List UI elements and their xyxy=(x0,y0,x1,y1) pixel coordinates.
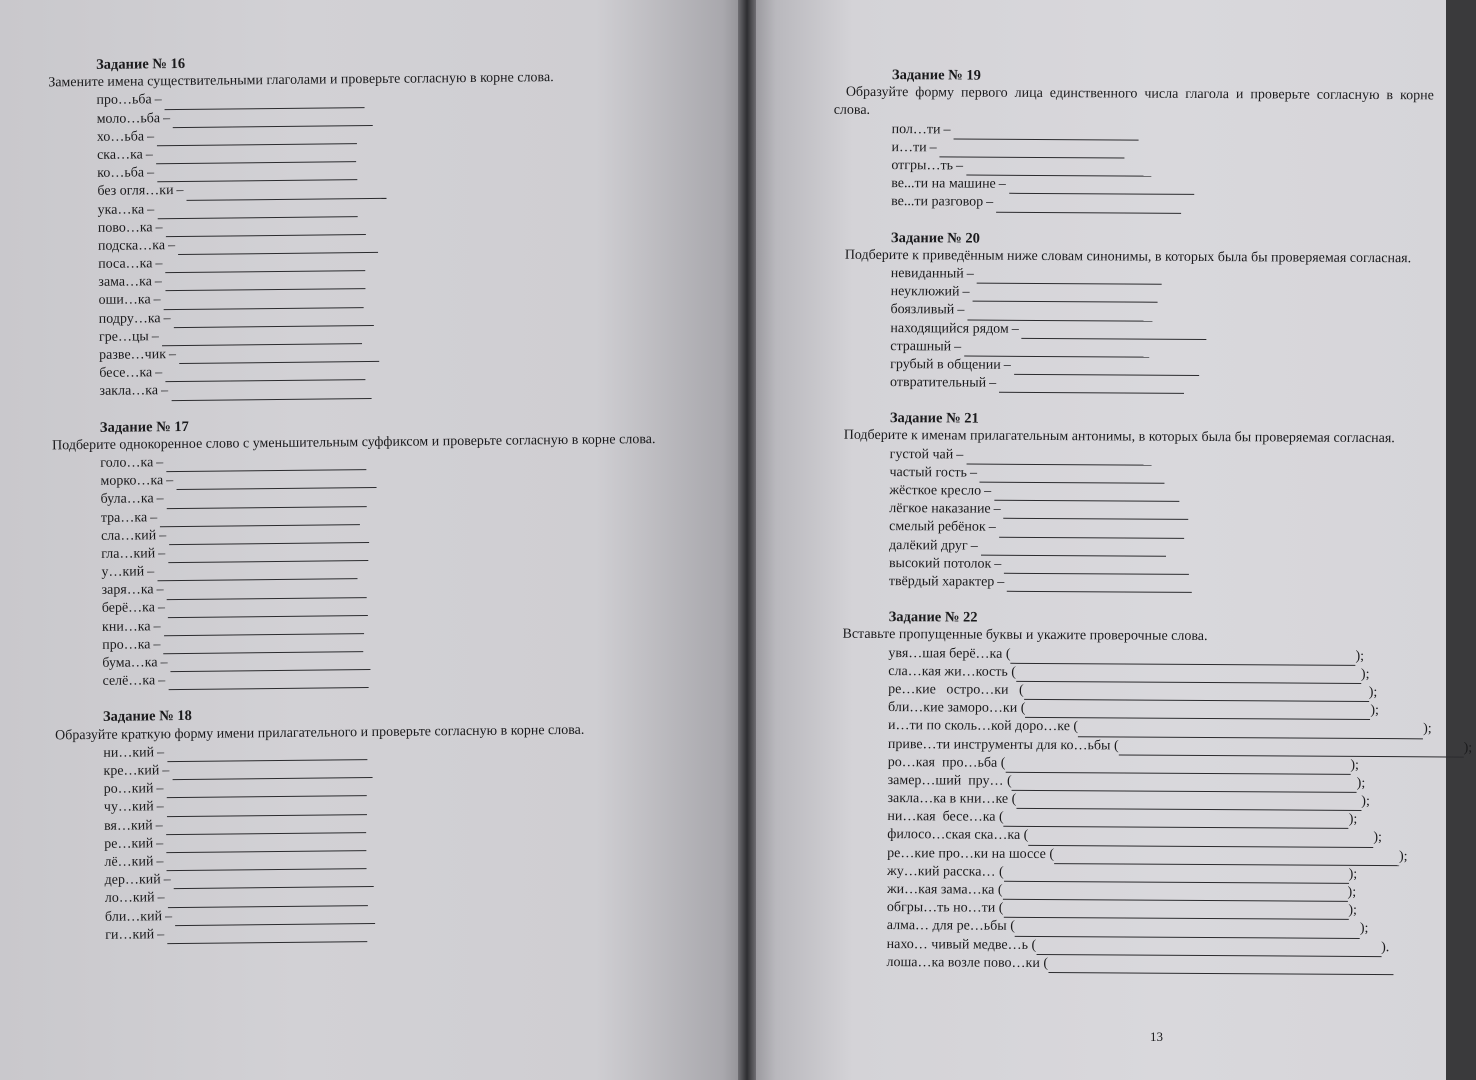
open-paren: ( xyxy=(1110,737,1119,753)
exercise-word: густой чай xyxy=(889,446,954,463)
exercise-item xyxy=(889,573,1397,594)
answer-line[interactable] xyxy=(164,294,364,310)
answer-line[interactable] xyxy=(165,366,365,382)
dash: – xyxy=(929,140,937,156)
exercise-item xyxy=(891,283,1399,304)
answer-line[interactable] xyxy=(165,257,365,273)
exercise-word: пово…ка xyxy=(97,219,153,236)
dash: – xyxy=(986,194,994,211)
answer-line[interactable] xyxy=(167,928,367,944)
task-instruction: Подберите однокоренное слово с уменьшительным суффиксом и проверьте согласную в корне слова. xyxy=(52,431,656,454)
exercise-word: бума…ка xyxy=(102,655,158,671)
exercise-word: смелый ребёнок xyxy=(889,519,986,536)
exercise-word: моло…ьба xyxy=(96,110,161,127)
exercise-word: чу…кий xyxy=(103,799,154,816)
answer-line[interactable] xyxy=(1004,560,1189,575)
exercise-word: вя…кий xyxy=(103,817,153,834)
dash: – xyxy=(151,329,159,345)
exercise-word: филосо…ская ска…ка xyxy=(887,827,1021,844)
exercise-word: твёрдый характер xyxy=(888,574,995,590)
dash: – xyxy=(162,763,170,779)
dash: – xyxy=(966,266,974,282)
task-title: Задание № 21 xyxy=(889,410,979,427)
dash: – xyxy=(1003,357,1011,373)
item-ending: ); xyxy=(1348,812,1358,828)
item-ending: ); xyxy=(1350,757,1359,773)
task-title: Задание № 18 xyxy=(102,708,192,726)
answer-line[interactable] xyxy=(166,837,366,853)
dash: – xyxy=(993,501,1001,517)
exercise-word: подска…ка xyxy=(97,238,166,254)
dash: – xyxy=(159,527,167,543)
item-ending: ); xyxy=(1360,666,1370,682)
exercise-word: увя…шая берё…ка xyxy=(888,645,1003,662)
answer-line[interactable] xyxy=(169,529,369,545)
exercise-word: и…ти xyxy=(891,139,927,156)
answer-line[interactable] xyxy=(1078,723,1423,739)
dash: – xyxy=(988,520,996,536)
dash: – xyxy=(147,564,155,580)
answer-line[interactable] xyxy=(157,130,357,146)
dash: – xyxy=(164,908,173,924)
exercise-word: бли…кий xyxy=(104,908,163,925)
exercise-item xyxy=(891,139,1399,160)
exercise-word: отвратительный xyxy=(890,375,987,391)
dash: – xyxy=(1011,321,1019,337)
answer-line[interactable] xyxy=(999,523,1184,538)
answer-line[interactable] xyxy=(171,385,371,401)
right-page-content xyxy=(833,66,1473,992)
exercise-word: селё…ка xyxy=(102,673,156,690)
task-title: Задание № 20 xyxy=(890,229,980,247)
exercise-item xyxy=(890,374,1398,395)
answer-line[interactable] xyxy=(966,450,1151,465)
open-paren: ( xyxy=(997,755,1006,771)
open-paren: ( xyxy=(1039,955,1049,971)
item-ending: ); xyxy=(1359,921,1369,937)
exercise-word: далёкий друг xyxy=(889,537,968,554)
item-ending: ). xyxy=(1381,939,1390,955)
dash: – xyxy=(153,292,161,308)
exercise-word: лё…кий xyxy=(104,854,154,870)
dash: – xyxy=(954,339,962,355)
exercise-word: отгры…ть xyxy=(891,158,954,174)
open-paren: ( xyxy=(1020,828,1029,844)
dash: – xyxy=(997,574,1005,590)
exercise-word: ука…ка xyxy=(97,201,145,218)
task-block xyxy=(843,409,1398,594)
answer-line[interactable] xyxy=(167,493,367,509)
answer-line[interactable] xyxy=(981,541,1166,556)
exercise-word: пол…ти xyxy=(891,121,941,137)
answer-line[interactable] xyxy=(1003,886,1348,902)
answer-line[interactable] xyxy=(1024,686,1369,702)
dash: – xyxy=(984,483,992,499)
dash: – xyxy=(166,473,174,489)
answer-line[interactable] xyxy=(1016,795,1361,811)
exercise-word: дер…кий xyxy=(104,872,161,888)
item-ending: ); xyxy=(1368,684,1378,700)
task-title: Задание № 19 xyxy=(891,67,981,84)
exercise-word: поса…ка xyxy=(98,256,153,272)
task-instruction: Образуйте форму первого лица единственного числа глагола и проверьте согласную в корне слова. xyxy=(833,84,1434,119)
answer-line[interactable] xyxy=(157,565,357,581)
answer-line[interactable] xyxy=(174,873,374,889)
dash: – xyxy=(157,745,165,761)
exercise-word: ги…кий xyxy=(105,927,155,943)
answer-line[interactable] xyxy=(977,270,1162,285)
book-gutter xyxy=(738,0,756,1080)
answer-line[interactable] xyxy=(940,143,1125,158)
item-ending: ); xyxy=(1423,721,1432,737)
page-number: 13 xyxy=(1150,1029,1163,1044)
dash: – xyxy=(163,310,171,326)
open-paren: ( xyxy=(1045,846,1055,862)
open-paren: ( xyxy=(1069,719,1079,735)
exercise-word: лоша…ка возле пово…ки xyxy=(886,954,1040,971)
exercise-word: заря…ка xyxy=(101,582,154,599)
exercise-word: без огля…ки xyxy=(97,183,174,200)
answer-line[interactable] xyxy=(156,148,356,164)
item-ending: ); xyxy=(1347,884,1357,900)
task-instruction: Образуйте краткую форму имени прилагательного и проверьте согласную в корне слова. xyxy=(55,722,585,743)
exercise-word: була…ка xyxy=(100,491,154,508)
exercise-word: подру…ка xyxy=(98,310,161,327)
exercise-word: голо…ка xyxy=(100,455,154,471)
open-paren: ( xyxy=(995,900,1004,916)
answer-line[interactable] xyxy=(966,162,1151,177)
answer-line[interactable] xyxy=(1007,578,1192,593)
dash: – xyxy=(955,158,964,174)
dash: – xyxy=(163,872,171,888)
exercise-word: кни…ка xyxy=(101,619,151,635)
task-instruction: Замените имена существительными глаголами и проверьте согласную в корне слова. xyxy=(48,70,554,91)
exercise-word: ни…кая бесе…ка xyxy=(887,809,996,825)
answer-line[interactable] xyxy=(166,456,366,472)
exercise-word: ко…ьба xyxy=(97,165,145,182)
dash: – xyxy=(969,465,978,481)
answer-line[interactable] xyxy=(171,656,371,672)
dash: – xyxy=(155,219,163,235)
dash: – xyxy=(155,365,163,381)
answer-line[interactable] xyxy=(173,112,373,128)
item-ending: ); xyxy=(1463,740,1473,756)
exercise-item xyxy=(886,954,1394,975)
answer-line[interactable] xyxy=(186,184,386,200)
answer-line[interactable] xyxy=(1012,777,1357,793)
dash: – xyxy=(989,375,997,391)
answer-line[interactable] xyxy=(168,674,368,690)
exercise-word: высокий потолок xyxy=(888,555,992,572)
exercise-word: кре…кий xyxy=(103,763,160,779)
open-paren: ( xyxy=(1007,664,1017,680)
dash: – xyxy=(150,509,158,525)
dash: – xyxy=(156,582,164,598)
dash: – xyxy=(167,237,176,254)
open-paren: ( xyxy=(1015,682,1024,698)
exercise-word: бесе…ка xyxy=(99,365,153,382)
exercise-word: жи…кая зама…ка xyxy=(886,882,995,898)
exercise-word: ро…кий xyxy=(103,781,154,798)
exercise-word: хо…ьба xyxy=(96,129,145,145)
dash: – xyxy=(158,673,166,689)
exercise-word: ло…кий xyxy=(104,890,155,907)
answer-line[interactable] xyxy=(162,330,362,346)
dash: – xyxy=(160,655,168,671)
item-ending: ); xyxy=(1398,848,1408,864)
dash: – xyxy=(962,284,970,300)
exercise-word: лёгкое наказание xyxy=(889,501,991,517)
dash: – xyxy=(956,447,964,463)
task-title: Задание № 22 xyxy=(888,609,978,626)
open-paren: ( xyxy=(995,809,1004,826)
answer-line[interactable] xyxy=(967,306,1152,321)
open-paren: ( xyxy=(1006,919,1015,935)
exercise-word: сла…кая жи…кость xyxy=(888,663,1008,680)
answer-line[interactable] xyxy=(160,511,360,527)
exercise-word: берё…ка xyxy=(101,600,156,617)
task-block xyxy=(844,229,1412,396)
answer-line[interactable] xyxy=(165,94,365,110)
exercise-word: про…ьба xyxy=(96,92,152,109)
dash: – xyxy=(156,781,164,797)
answer-line[interactable] xyxy=(157,203,357,219)
answer-line[interactable] xyxy=(1048,959,1393,975)
exercise-word: страшный xyxy=(890,338,952,355)
dash: – xyxy=(156,799,164,815)
answer-line[interactable] xyxy=(167,801,367,817)
answer-line[interactable] xyxy=(167,746,367,762)
answer-line[interactable] xyxy=(972,288,1157,303)
task-block xyxy=(833,66,1434,215)
exercise-item xyxy=(890,320,1398,341)
answer-line[interactable] xyxy=(166,782,366,798)
dash: – xyxy=(155,256,163,272)
exercise-word: морко…ка xyxy=(100,473,164,490)
answer-line[interactable] xyxy=(996,198,1181,213)
exercise-word: оши…ка xyxy=(98,292,151,309)
dash: – xyxy=(998,176,1006,192)
dash: – xyxy=(154,274,162,290)
item-ending: ); xyxy=(1373,830,1382,846)
answer-line[interactable] xyxy=(168,547,368,563)
open-paren: ( xyxy=(995,864,1004,880)
exercise-word: ре…кие остро…ки xyxy=(888,681,1016,698)
answer-line[interactable] xyxy=(166,855,366,871)
exercise-word: приве…ти инструменты для ко…ьбы xyxy=(887,736,1111,753)
item-ending: ); xyxy=(1348,903,1358,919)
right-page xyxy=(748,0,1473,1080)
exercise-word: бли…кие заморо…ки xyxy=(888,700,1018,716)
dash: – xyxy=(145,147,153,163)
answer-line[interactable] xyxy=(1014,361,1199,376)
item-ending: ); xyxy=(1361,794,1370,810)
dash: – xyxy=(994,556,1002,572)
exercise-word: замер…ший пру… xyxy=(887,772,1004,789)
exercise-word: ска…ка xyxy=(96,147,143,163)
answer-line[interactable] xyxy=(1036,941,1381,957)
task-title: Задание № 17 xyxy=(99,418,189,436)
item-ending: ); xyxy=(1348,866,1358,882)
left-page-content xyxy=(48,50,693,962)
dash: – xyxy=(156,854,164,870)
exercise-word: и…ти по сколь…кой доро…ке xyxy=(887,718,1070,735)
answer-line[interactable] xyxy=(157,166,357,182)
answer-line[interactable] xyxy=(1004,813,1349,829)
exercise-word: сла…кий xyxy=(100,528,157,544)
dash: – xyxy=(146,165,155,181)
exercise-word: жёсткое кресло xyxy=(889,483,982,499)
answer-line[interactable] xyxy=(1005,759,1350,775)
exercise-word: боязливый xyxy=(890,302,955,318)
exercise-word: гре…цы xyxy=(98,329,149,345)
task-title: Задание № 16 xyxy=(96,55,186,73)
task-block xyxy=(48,50,688,402)
answer-line[interactable] xyxy=(964,342,1149,357)
task-instruction: Подберите к именам прилагательным антонимы, в которых была бы проверяемая согласная. xyxy=(843,428,1395,447)
dash: – xyxy=(158,546,166,562)
exercise-word: гла…кий xyxy=(101,546,156,562)
answer-line[interactable] xyxy=(174,312,374,328)
answer-line[interactable] xyxy=(167,584,367,600)
answer-line[interactable] xyxy=(176,474,376,490)
dash: – xyxy=(153,637,161,653)
exercise-word: ре…кие про…ки на шоссе xyxy=(887,845,1046,862)
answer-line[interactable] xyxy=(164,620,364,636)
answer-line[interactable] xyxy=(1119,741,1464,757)
open-paren: ( xyxy=(1017,700,1026,717)
dash: – xyxy=(168,347,177,363)
answer-line[interactable] xyxy=(1015,922,1360,938)
task-block xyxy=(842,608,1473,975)
open-paren: ( xyxy=(994,882,1003,898)
answer-line[interactable] xyxy=(172,764,372,780)
answer-line[interactable] xyxy=(994,487,1179,502)
exercise-word: закла…ка xyxy=(99,383,159,400)
exercise-word: тра…ка xyxy=(100,509,148,526)
answer-line[interactable] xyxy=(1054,850,1399,866)
exercise-item xyxy=(891,193,1399,214)
exercise-word: алма… для ре…ьбы xyxy=(886,918,1007,935)
dash: – xyxy=(162,110,171,126)
answer-line[interactable] xyxy=(163,638,363,654)
dash: – xyxy=(157,926,165,942)
exercise-word: ве...ти разговор xyxy=(891,194,984,210)
exercise-word: у…кий xyxy=(101,564,145,580)
dash: – xyxy=(970,538,978,554)
dash: – xyxy=(154,92,162,108)
answer-line[interactable] xyxy=(999,379,1184,394)
dash: – xyxy=(153,618,161,634)
answer-line[interactable] xyxy=(166,819,366,835)
exercise-word: ве...ти на машине xyxy=(891,176,996,192)
exercise-word: невиданный xyxy=(890,266,964,282)
open-paren: ( xyxy=(1027,937,1037,953)
dash: – xyxy=(157,890,165,906)
dash: – xyxy=(943,121,951,138)
exercise-word: закла…ка в кни…ке xyxy=(887,791,1009,807)
exercise-word: нахо… чивый медве…ь xyxy=(886,936,1029,953)
exercise-word: обгры…ть но…ти xyxy=(886,900,996,916)
answer-line[interactable] xyxy=(1009,180,1194,195)
answer-line[interactable] xyxy=(980,469,1165,484)
open-paren: ( xyxy=(1002,646,1011,662)
exercise-item xyxy=(892,121,1400,142)
answer-line[interactable] xyxy=(1028,832,1373,848)
exercise-word: зама…ка xyxy=(98,274,152,291)
dash: – xyxy=(157,600,166,616)
exercise-word: ре…кий xyxy=(104,836,154,852)
open-paren: ( xyxy=(1003,773,1012,789)
dash: – xyxy=(146,129,155,145)
answer-line[interactable] xyxy=(1010,650,1355,666)
dash: – xyxy=(957,302,965,318)
exercise-word: жу…кий расска… xyxy=(887,863,996,880)
task-block xyxy=(52,412,691,691)
answer-line[interactable] xyxy=(165,276,365,292)
answer-line[interactable] xyxy=(168,602,368,618)
exercise-word: ро…кая про…ьба xyxy=(887,754,998,771)
dash: – xyxy=(155,817,163,833)
exercise-word: неуклюжий xyxy=(890,284,960,300)
answer-line[interactable] xyxy=(179,348,379,364)
task-instruction: Подберите к приведённым ниже словам синонимы, в которых была бы проверяемая согласная. xyxy=(844,247,1412,266)
task-block xyxy=(55,702,693,945)
answer-line[interactable] xyxy=(1004,868,1349,884)
answer-line[interactable] xyxy=(168,892,368,908)
item-ending: ); xyxy=(1370,703,1380,719)
answer-line[interactable] xyxy=(175,910,375,926)
dash: – xyxy=(176,183,184,199)
answer-line[interactable] xyxy=(1003,904,1348,920)
exercise-word: частый гость xyxy=(889,464,968,481)
exercise-word: находящийся рядом xyxy=(890,320,1009,337)
exercise-word: про…ка xyxy=(102,637,151,653)
dash: – xyxy=(156,491,164,507)
dash: – xyxy=(160,383,169,399)
answer-line[interactable] xyxy=(166,221,366,237)
item-ending: ); xyxy=(1355,648,1365,664)
answer-line[interactable] xyxy=(1022,325,1207,340)
item-ending: ); xyxy=(1356,775,1366,791)
dash: – xyxy=(147,201,155,217)
answer-line[interactable] xyxy=(178,239,378,255)
exercise-word: разве…чик xyxy=(99,347,167,363)
open-paren: ( xyxy=(1008,791,1017,807)
answer-line[interactable] xyxy=(1004,505,1189,520)
dash: – xyxy=(156,455,164,471)
exercise-word: грубый в общении xyxy=(890,356,1001,373)
task-instruction: Вставьте пропущенные буквы и укажите проверочные слова. xyxy=(842,627,1208,645)
exercise-word: ни…кий xyxy=(103,745,155,761)
dash: – xyxy=(156,835,164,852)
answer-line[interactable] xyxy=(1016,668,1361,684)
answer-line[interactable] xyxy=(953,125,1138,140)
